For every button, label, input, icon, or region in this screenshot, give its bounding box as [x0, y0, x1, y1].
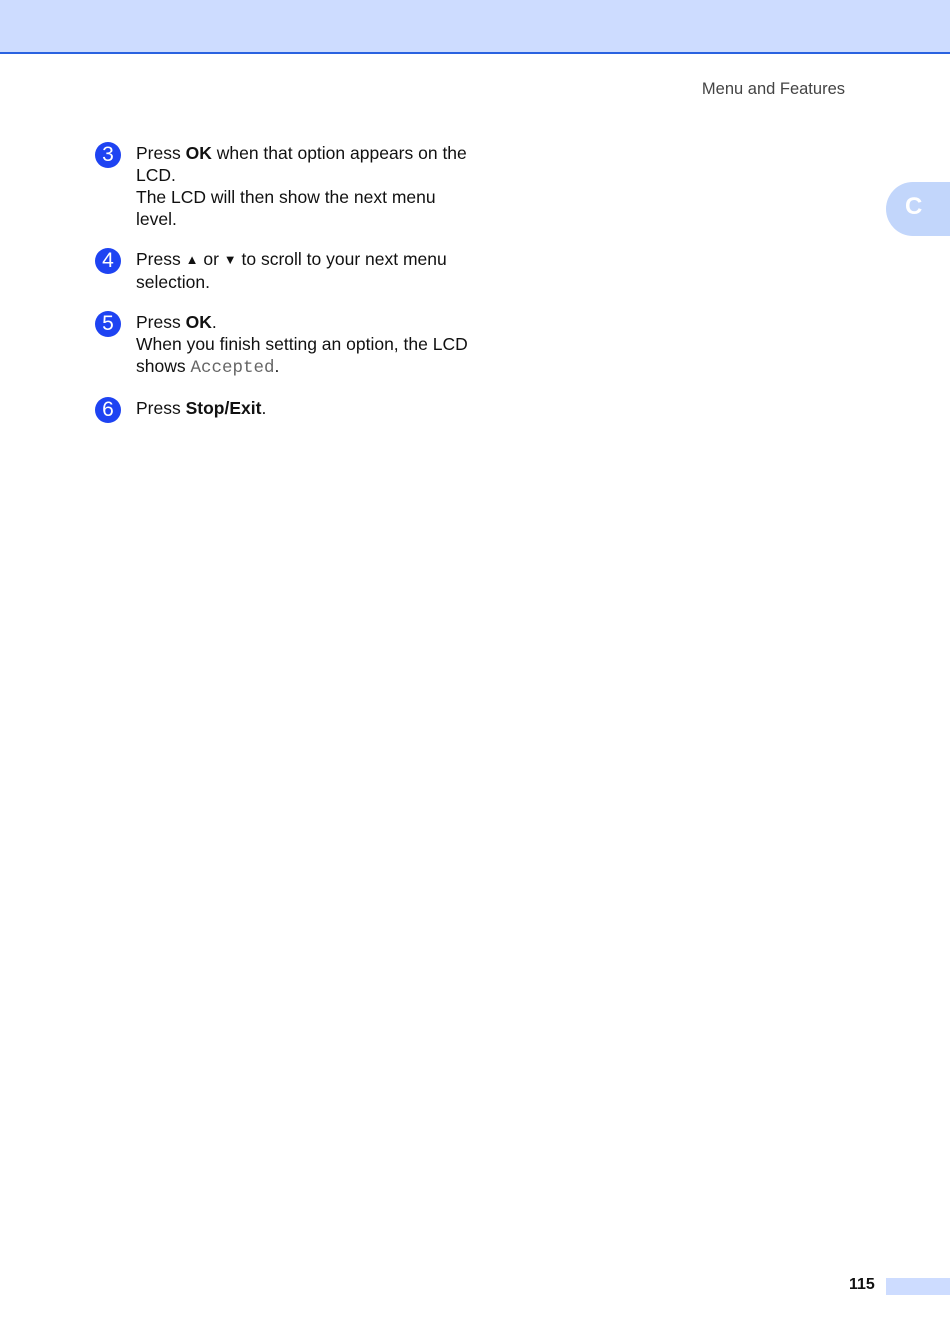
step-text-part: when that option appears on the LCD. — [136, 143, 467, 185]
step-6 — [95, 397, 475, 419]
step-text-part: . — [261, 398, 267, 418]
step-4 — [95, 248, 475, 293]
lcd-message: Accepted — [190, 358, 275, 378]
top-band — [0, 0, 950, 54]
step-3 — [95, 142, 475, 230]
page-number: 115 — [849, 1276, 875, 1293]
key-name: OK — [185, 143, 212, 163]
key-name: Stop/Exit — [185, 398, 262, 418]
chapter-tab — [886, 182, 950, 236]
step-text-part: Press — [136, 143, 186, 163]
running-header: Menu and Features — [701, 80, 845, 98]
step-number-badge: 6 — [95, 397, 121, 423]
step-text-part: to scroll to your next menu selection. — [136, 249, 447, 292]
step-number-badge: 4 — [95, 248, 121, 274]
step-text-part: Press — [136, 398, 186, 418]
step-text-part: or — [198, 249, 224, 269]
step-5 — [95, 311, 475, 379]
step-text-part: When you finish setting an option, the LCD shows — [136, 334, 468, 376]
key-name: OK — [185, 312, 212, 332]
step-text — [136, 311, 475, 333]
step-note — [136, 333, 475, 379]
down-arrow-icon: ▼ — [223, 252, 237, 267]
step-text — [136, 248, 475, 293]
footer-bar — [886, 1278, 950, 1295]
step-text — [136, 397, 475, 419]
up-arrow-icon: ▲ — [185, 252, 199, 267]
chapter-tab-label: C — [905, 193, 923, 220]
step-text — [136, 142, 475, 186]
step-text-part: Press — [136, 249, 186, 269]
step-list — [95, 142, 475, 437]
step-number-badge: 5 — [95, 311, 121, 337]
step-number-badge: 3 — [95, 142, 121, 168]
step-note: The LCD will then show the next menu level. — [136, 187, 436, 229]
step-text-part: Press — [136, 312, 186, 332]
step-text-part: . — [274, 356, 280, 376]
step-text-part: . — [211, 312, 217, 332]
